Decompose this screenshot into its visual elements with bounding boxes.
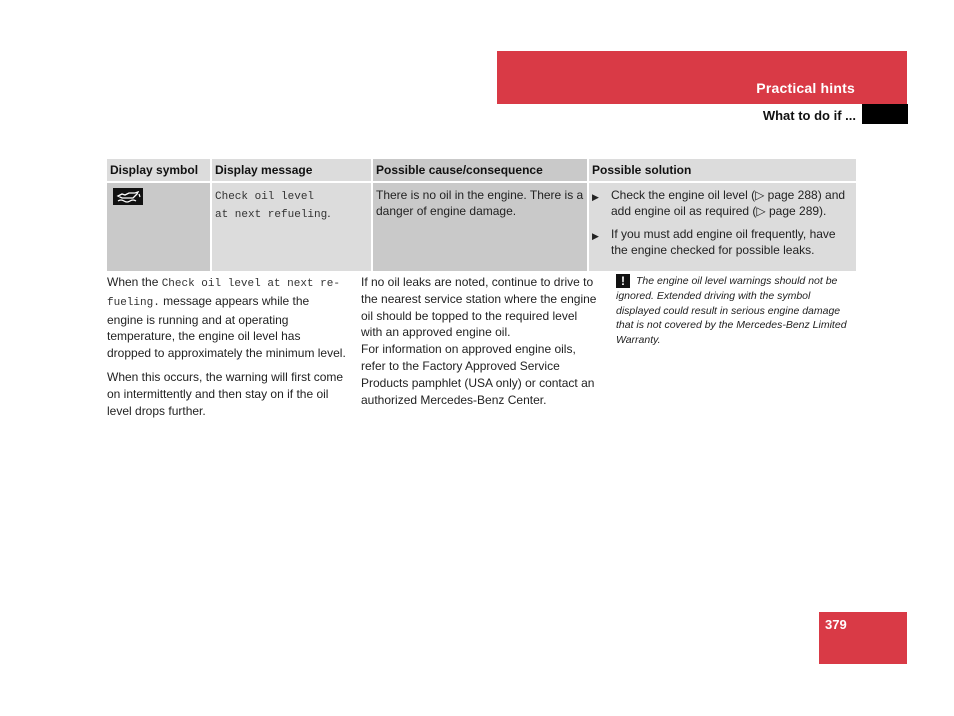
paragraph-text: message appears while the engine is running and at operating temperature, the engine oil level has dropped to approximately the minimum level. [107,293,346,361]
header-band [497,51,907,104]
section-title: Practical hints [756,80,855,96]
solution-cell [589,183,856,271]
chapter-tab [862,104,908,124]
column-header: Display symbol [107,159,212,183]
subsection-title: What to do if ... [762,108,856,123]
engine-oil-level-icon [113,188,143,205]
display-message-line: Check oil level [215,191,315,203]
display-message-cell [212,183,373,271]
paragraph: When this occurs, the warning will first come on intermittently and then stay on if the oil level drops further. [107,369,344,418]
exclamation-icon: ! [616,274,630,288]
list-item [592,187,853,219]
column-header: Possible cause/consequence [373,159,589,183]
paragraph: For information on approved engine oils, refer to the Factory Approved Service Products pamphlet (USA only) or contact an authorized Mercedes-Benz Center. [361,342,595,407]
warning-note [616,274,856,348]
paragraph: If no oil leaks are noted, continue to drive to the nearest service station where the engine oil should be topped to the required level with an approved engine oil. [361,275,597,340]
triangle-bullet-icon: ▶ [592,192,599,202]
display-message-period: . [327,206,331,220]
display-symbol-cell [107,183,212,271]
page-tab [819,612,907,664]
inline-display-message: Check oil level at next re-fueling. [107,278,340,309]
display-message-line: at next refueling [215,209,328,221]
display-message-table [107,159,856,271]
solution-text: Check the engine oil level (▷ page 288) and add engine oil as required (▷ page 289). [611,188,846,218]
solution-text: If you must add engine oil frequently, have the engine checked for possible leaks. [611,227,836,257]
triangle-bullet-icon: ▶ [592,231,599,241]
column-header: Possible solution [589,159,856,183]
table-header-row [107,159,856,183]
paragraph-text: When the [107,275,162,289]
text-column-2 [361,274,601,415]
column-header: Display message [212,159,373,183]
warning-text: The engine oil level warnings should not be ignored. Extended driving with the symbol displayed could result in serious engine damage that is not covered by the Mercedes-Benz Limited Warranty. [616,275,847,347]
table-row [107,183,856,271]
paragraph [107,274,347,362]
list-item [592,226,853,258]
text-column-1 [107,274,347,426]
page-number: 379 [825,617,847,632]
cause-cell: There is no oil in the engine. There is a danger of engine damage. [373,183,589,271]
